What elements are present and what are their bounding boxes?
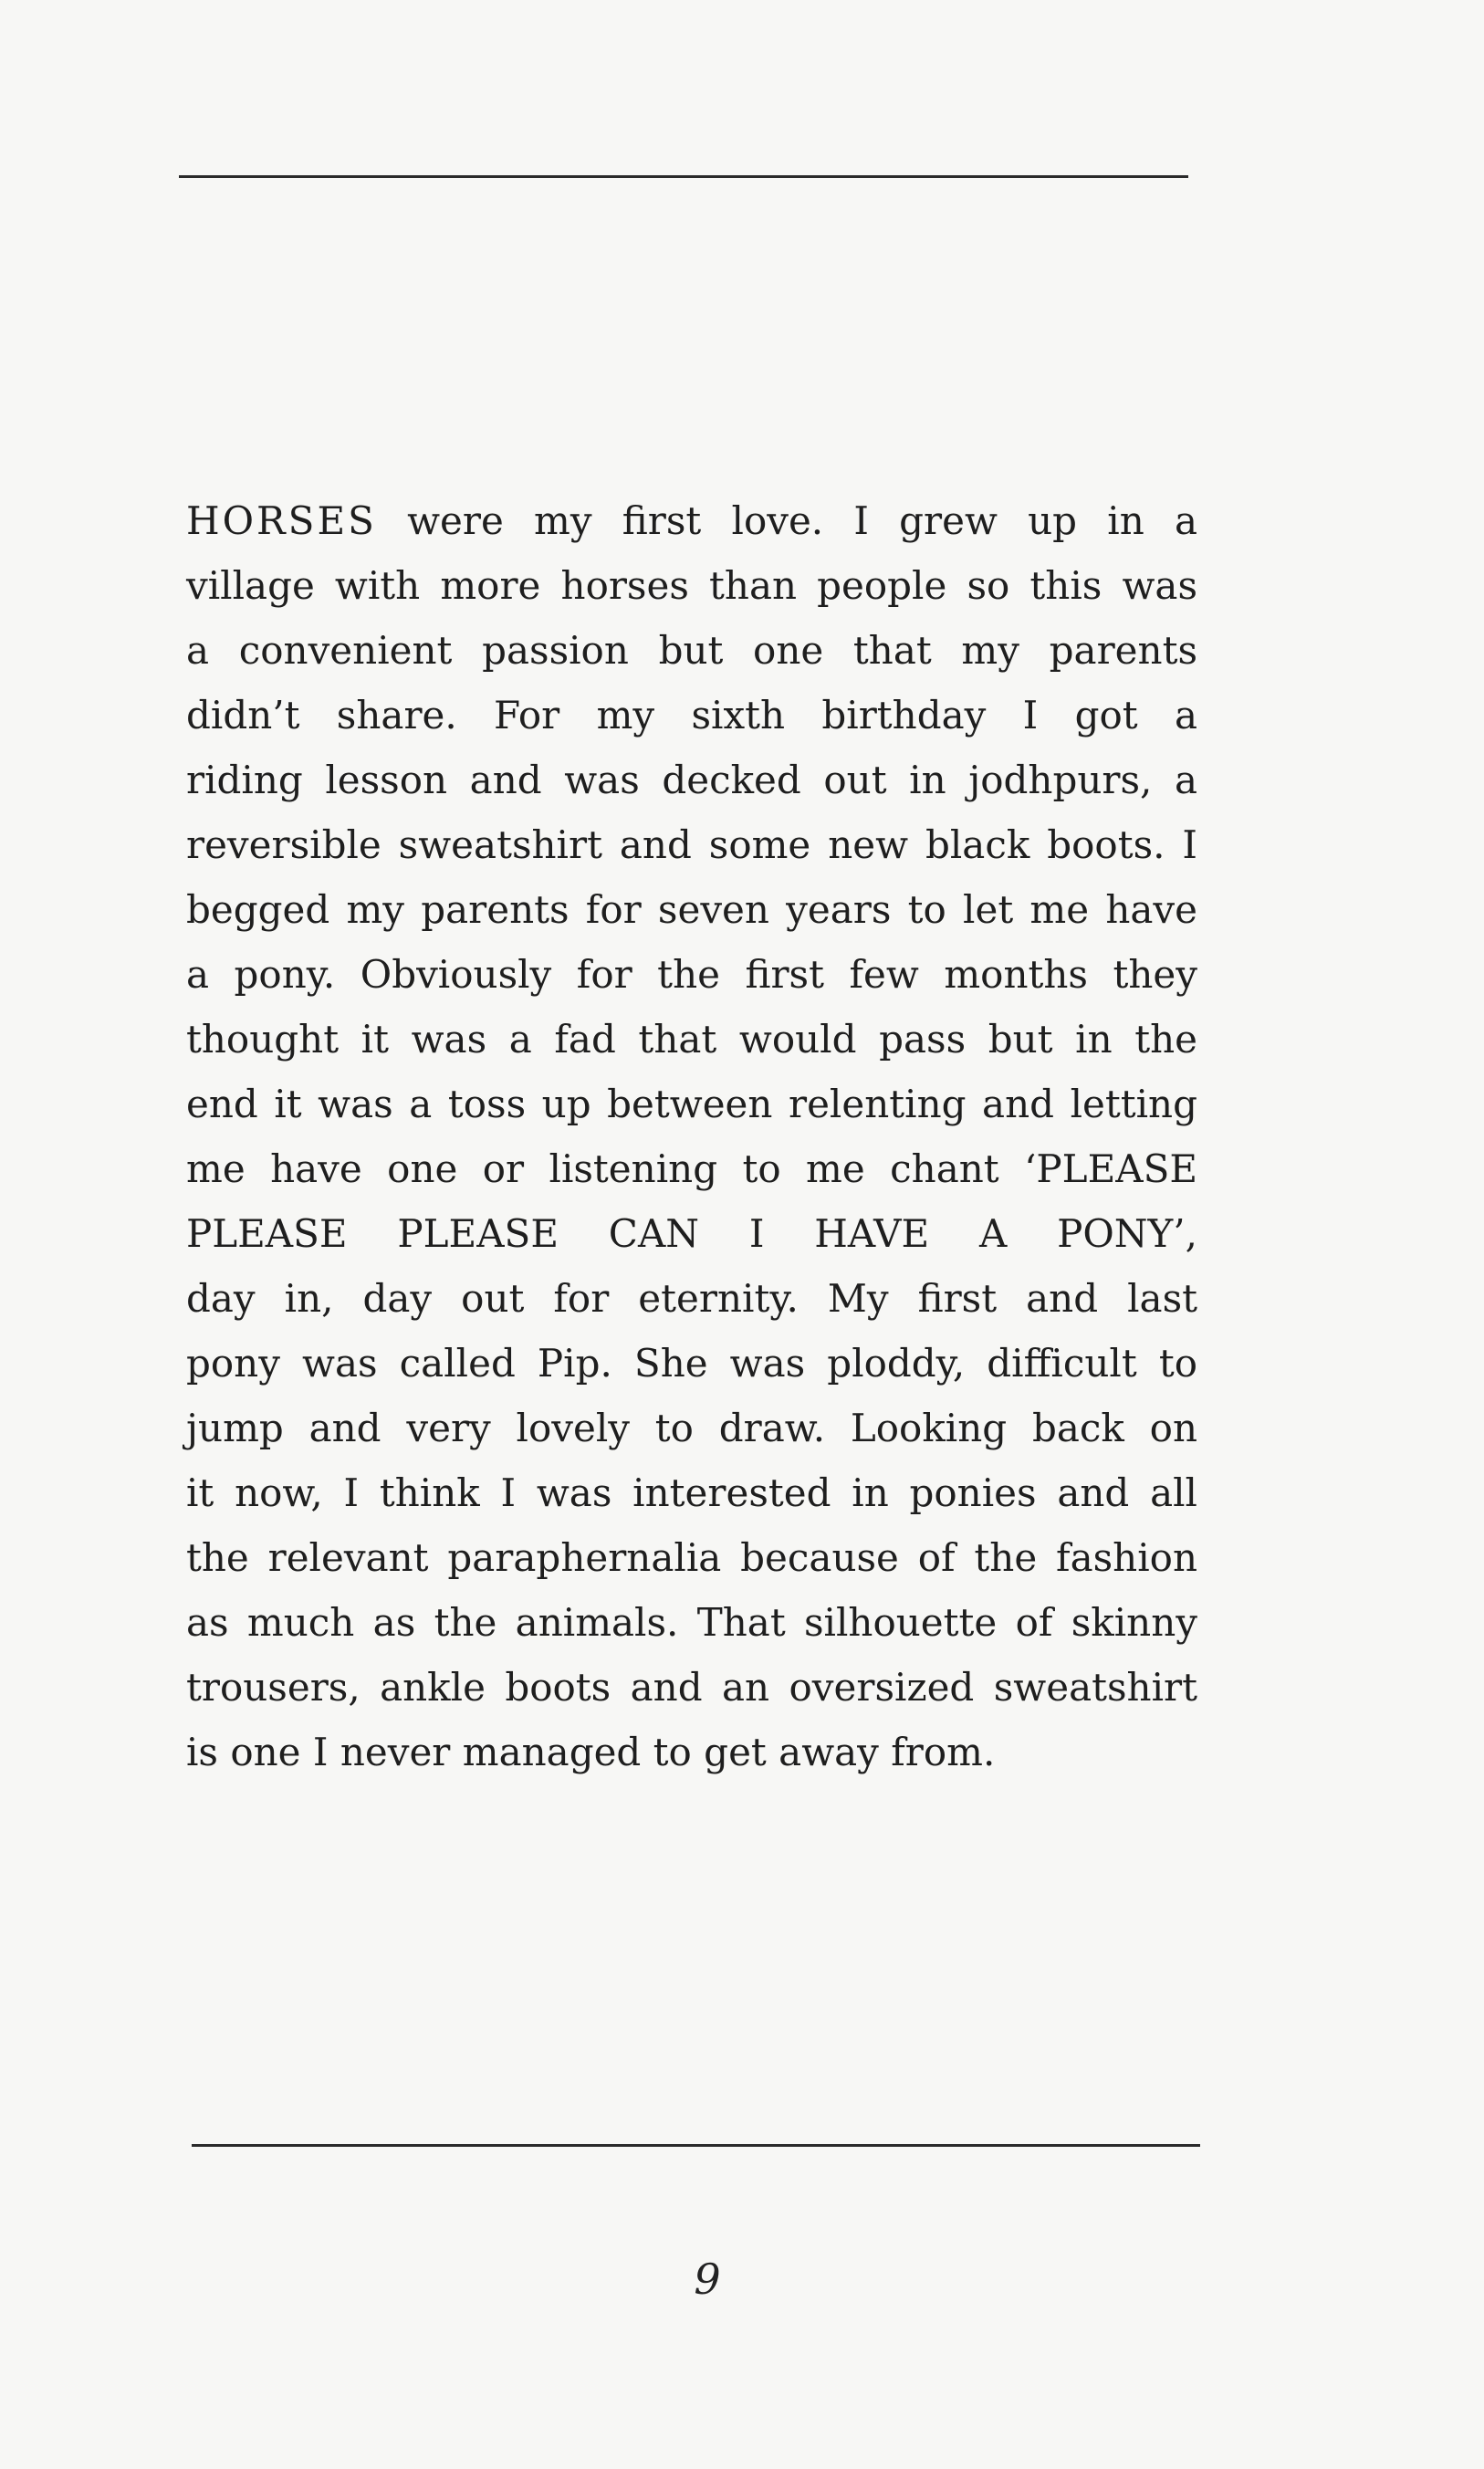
text-line: pony was called Pip. She was ploddy, difficult to bbox=[186, 1341, 1197, 1386]
text-line: the relevant paraphernalia because of the fashion bbox=[186, 1535, 1197, 1580]
text-line: HORSES were my first love. I grew up in a bbox=[186, 498, 1197, 543]
bottom-rule bbox=[192, 2144, 1200, 2147]
top-rule bbox=[179, 175, 1188, 178]
text-line: day in, day out for eternity. My first and last bbox=[186, 1276, 1197, 1321]
text-line: reversible sweatshirt and some new black boots. I bbox=[186, 822, 1197, 867]
text-line: me have one or listening to me chant ‘PLEASE bbox=[186, 1146, 1197, 1191]
lead-word: HORSES bbox=[186, 498, 377, 543]
text-line: village with more horses than people so this was bbox=[186, 563, 1197, 608]
text-line: riding lesson and was decked out in jodhpurs, a bbox=[186, 758, 1197, 802]
body-paragraph bbox=[186, 488, 1197, 1784]
text-line: as much as the animals. That silhouette of skinny bbox=[186, 1600, 1197, 1645]
text-line: didn’t share. For my sixth birthday I got a bbox=[186, 693, 1197, 738]
page-number: 9 bbox=[694, 2255, 721, 2304]
text-line: a pony. Obviously for the first few months they bbox=[186, 952, 1197, 997]
text-line: PLEASE PLEASE CAN I HAVE A PONY’, bbox=[186, 1211, 1197, 1256]
text-line: jump and very lovely to draw. Looking back on bbox=[186, 1406, 1197, 1450]
text-line: end it was a toss up between relenting and letting bbox=[186, 1082, 1197, 1126]
text-line: a convenient passion but one that my parents bbox=[186, 628, 1197, 673]
text-line: begged my parents for seven years to let me have bbox=[186, 887, 1197, 932]
text-line: it now, I think I was interested in ponies and all bbox=[186, 1470, 1197, 1515]
text-line: is one I never managed to get away from. bbox=[186, 1730, 996, 1774]
text-line: trousers, ankle boots and an oversized sweatshirt bbox=[186, 1665, 1197, 1710]
text-line: thought it was a fad that would pass but in the bbox=[186, 1017, 1197, 1062]
